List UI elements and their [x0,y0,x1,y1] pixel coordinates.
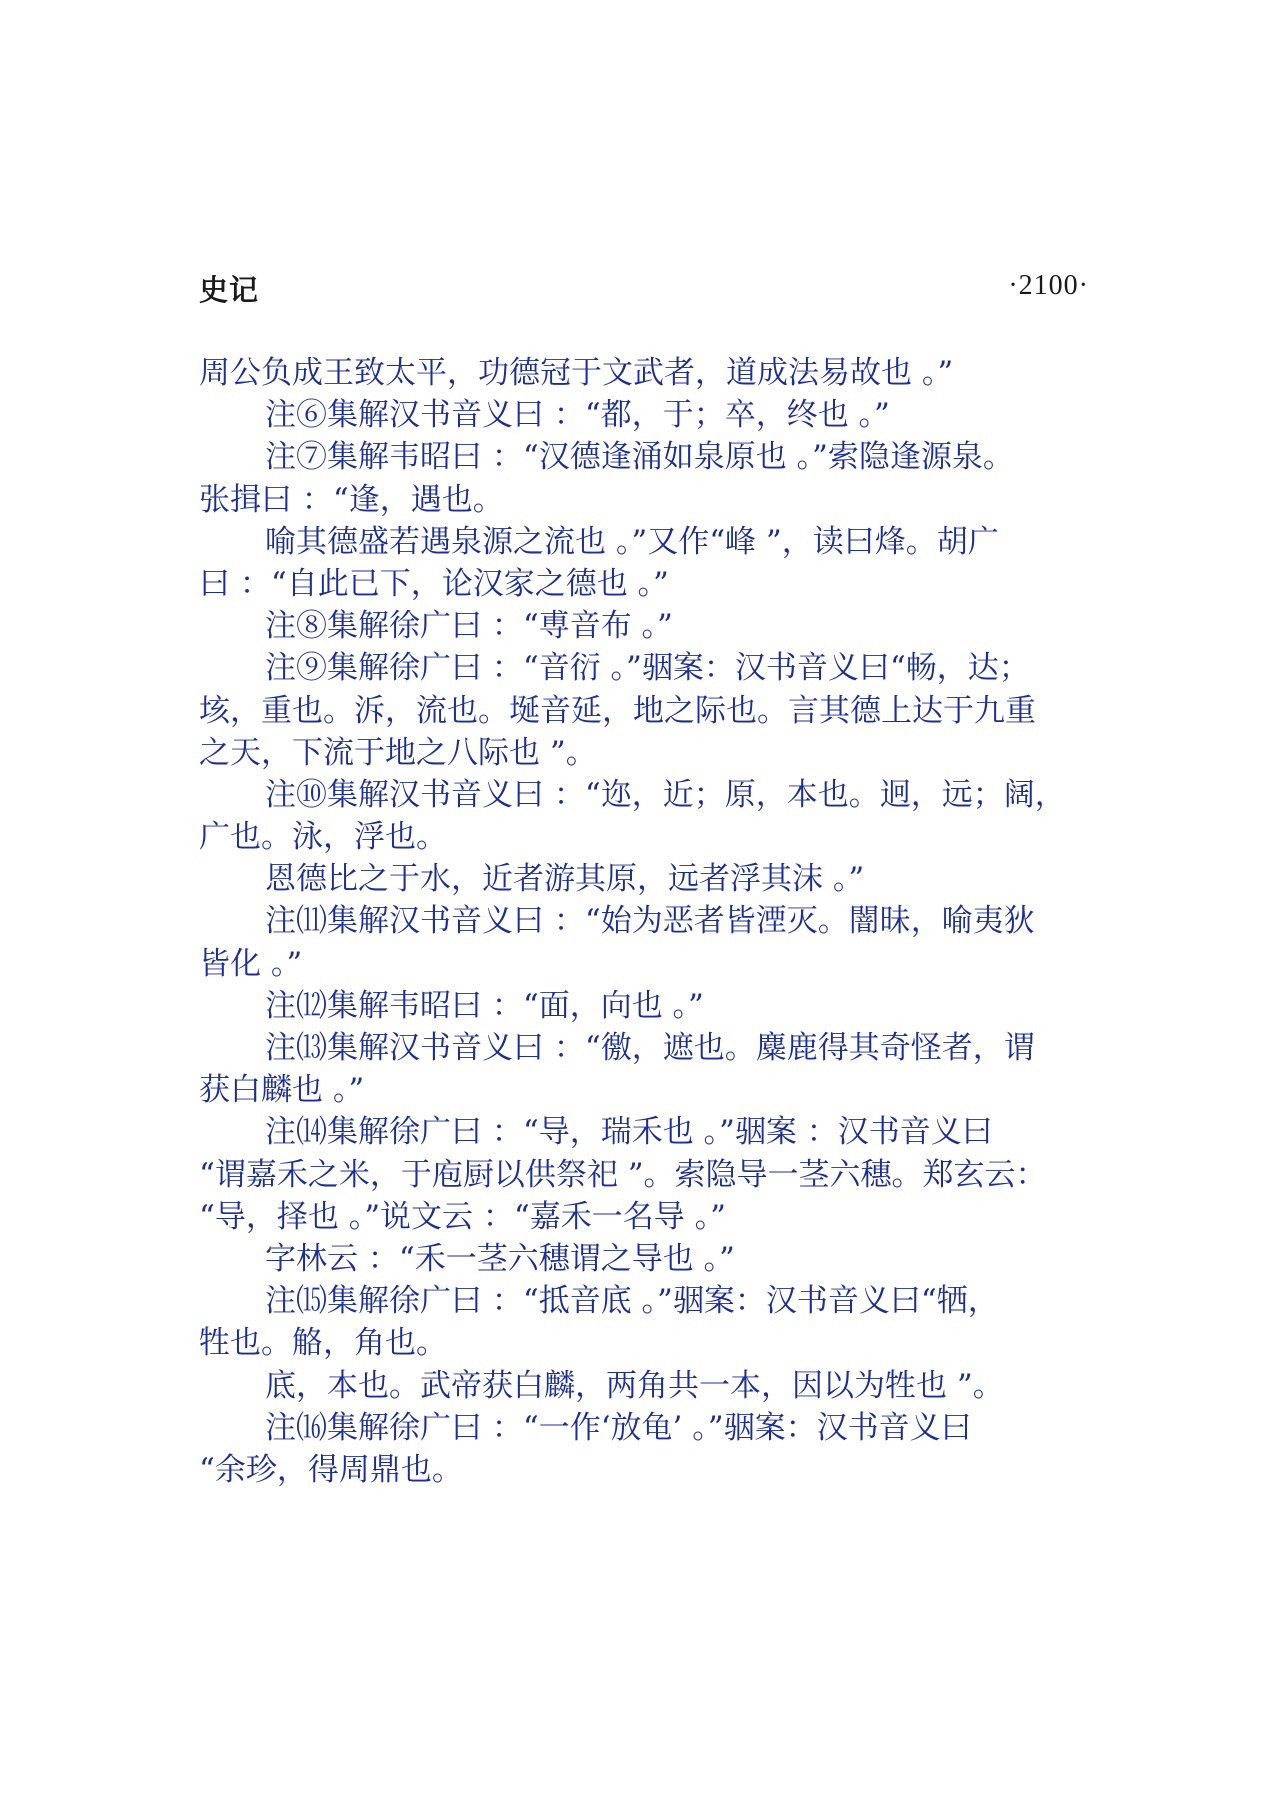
text-line: 牲也。觡，角也。 [199,1325,447,1362]
text-line: 注⒂集解徐广曰 ：“抵音底 。”骃案：汉书音义曰“牺， [265,1283,999,1320]
text-line: 注⑨集解徐广曰 ：“音衍 。”骃案：汉书音义曰“畅，达； [265,650,1030,687]
body-text [199,352,1089,1491]
text-line: 注⑿集解韦昭曰 ：“面，向也 。” [265,987,704,1024]
text-line: 注⑩集解汉书音义曰 ：“迩，近；原，本也。迥，远；阔， [265,776,1066,813]
text-line: 底，本也。武帝获白麟，两角共一本，因以为牲也 ”。 [265,1367,1004,1404]
text-line: 曰 ：“自此已下，论汉家之德也 。” [199,565,669,602]
text-line: 皆化 。” [199,945,303,982]
text-line: “谓嘉禾之米，于庖厨以供祭祀 ”。索隐导一茎六穗。郑玄云： [199,1156,1047,1193]
text-line: 张揖曰 ：“逢，遇也。 [199,481,504,518]
text-line: 喻其德盛若遇泉源之流也 。”又作“峰 ”，读曰烽。胡广 [265,523,999,560]
text-line: “余珍，得周鼎也。 [199,1451,463,1488]
text-line: 恩德比之于水，近者游其原，远者浮其沫 。” [265,861,865,898]
text-line: 注⒃集解徐广曰 ：“一作‘放龟’ 。”骃案：汉书音义曰 [265,1409,972,1446]
book-title: 史记 [199,273,260,307]
text-line: 获白麟也 。” [199,1072,365,1109]
text-line: 注⑥集解汉书音义曰 ：“都，于；卒，终也 。” [265,397,890,434]
text-line: 注⑾集解汉书音义曰 ：“始为恶者皆湮灭。闇昧，喻夷狄 [265,903,1035,940]
page-header [199,268,1089,308]
text-line: 垓，重也。泝，流也。埏音延，地之际也。言其德上达于九重 [199,692,1036,729]
text-line: 注⒁集解徐广曰 ：“导，瑞禾也 。”骃案 ：汉书音义曰 [265,1114,993,1151]
text-line: 字林云 ：“禾一茎六穗谓之导也 。” [265,1240,735,1277]
text-line: 之天，下流于地之八际也 ”。 [199,734,597,771]
text-line: 注⑦集解韦昭曰 ：“汉德逢涌如泉原也 。”索隐逢源泉。 [265,439,1014,476]
text-line: 注⒀集解汉书音义曰 ：“徼，遮也。麋鹿得其奇怪者，谓 [265,1030,1035,1066]
text-line: “导，择也 。”说文云 ：“嘉禾一名导 。” [199,1198,726,1235]
text-line: 周公负成王致太平，功德冠于文武者，道成法易故也 。” [199,355,954,391]
text-line: 注⑧集解徐广曰 ：“尃音布 。” [265,608,673,645]
page-number: ·2100· [1008,270,1089,301]
text-line: 广也。泳，浮也。 [199,819,447,856]
